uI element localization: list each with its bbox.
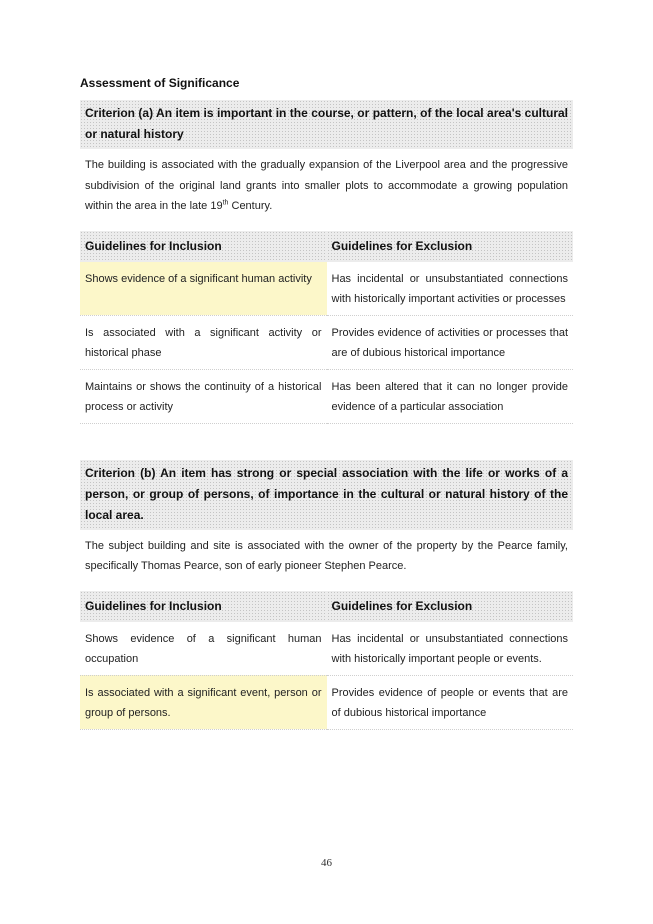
criterion-a-body-tail: Century. (228, 200, 273, 212)
column-header-inclusion: Guidelines for Inclusion (80, 591, 327, 622)
exclusion-cell: Has incidental or unsubstantiated connections with historically important people or events. (327, 622, 574, 676)
criterion-a-body (80, 149, 573, 221)
criterion-b-body: The subject building and site is associated with the owner of the property by the Pearce family, specifically Thomas Pearce, son of early pioneer Stephen Pearce. (85, 539, 568, 572)
table-row (80, 675, 573, 729)
exclusion-cell: Provides evidence of activities or processes that are of dubious historical importance (327, 315, 574, 369)
table-row (80, 262, 573, 316)
table-row (80, 315, 573, 369)
page-heading: Assessment of Significance (80, 76, 240, 90)
inclusion-cell: Is associated with a significant activity or historical phase (80, 315, 327, 369)
criterion-a-title: Criterion (a) An item is important in the course, or pattern, of the local area's cultural or natural history (80, 100, 573, 149)
criterion-b-guidelines-table (80, 591, 573, 730)
inclusion-cell: Is associated with a significant event, person or group of persons. (80, 675, 327, 729)
criterion-a-body-sup: th (222, 199, 229, 207)
exclusion-cell: Has been altered that it can no longer provide evidence of a particular association (327, 369, 574, 423)
exclusion-cell: Has incidental or unsubstantiated connections with historically important activities or processes (327, 262, 574, 316)
inclusion-cell: Maintains or shows the continuity of a historical process or activity (80, 369, 327, 423)
column-header-inclusion: Guidelines for Inclusion (80, 231, 327, 262)
criterion-b-section (80, 460, 573, 730)
column-header-exclusion: Guidelines for Exclusion (327, 591, 574, 622)
inclusion-cell: Shows evidence of a significant human activity (80, 262, 327, 316)
criterion-a-body-text: The building is associated with the gradually expansion of the Liverpool area and the progressive subdivision of the original land grants into smaller plots to accommodate a growing population within the area in the late 19 (85, 159, 568, 212)
exclusion-cell: Provides evidence of people or events that are of dubious historical importance (327, 675, 574, 729)
table-row (80, 622, 573, 676)
criterion-b-title: Criterion (b) An item has strong or special association with the life or works of a person, or group of persons, of importance in the cultural or natural history of the local area. (80, 460, 573, 530)
document-page (80, 76, 573, 730)
criterion-a-guidelines-table (80, 231, 573, 424)
column-header-exclusion: Guidelines for Exclusion (327, 231, 574, 262)
page-number: 46 (321, 857, 332, 869)
criterion-a-section (80, 100, 573, 424)
inclusion-cell: Shows evidence of a significant human occupation (80, 622, 327, 676)
table-row (80, 369, 573, 423)
